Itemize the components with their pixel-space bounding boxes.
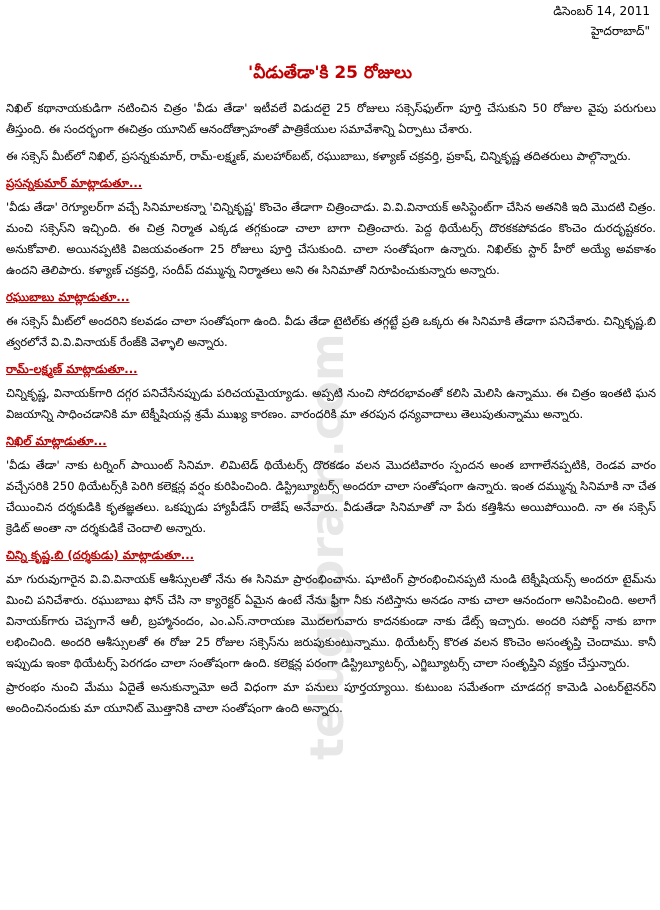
article-body	[6, 98, 656, 719]
article-title: 'వీడుతేడా'కి 25 రోజులు	[248, 63, 412, 83]
section-text-nikhil: 'వీడు తేడా' నాకు టర్నింగ్ పాయింట్ సినిమా. లిమిటెడ్ థియేటర్స్ దొరకడం వలన మొదటివారం స్పందన అంత బాగాలేనప్పటికి, రెండవ వారం వచ్చేసరికి 250 థియేటర్స్‌కి పెరిగి కలెక్షన్ల వర్షం కురిపించింది. డిస్ట్రిబ్యూటర్స్ అందరూ చాలా సంతోషంగా ఉన్నారు. ఇంత దమ్మున్న సినిమాకి నా చేత చేయించిన దర్శకుడికి కృతజ్ఞతలు. ఒకప్పుడు హ్యాపీడేస్ రాజేష్ అనేవారు. వీడుతేడా సినిమాతో నా పేరు కత్తిశీను అయిపోయింది. నా ఈ సక్సెస్ క్రెడిట్ అంతా నా దర్శకుడికే చెందాలి అన్నారు.	[6, 458, 656, 535]
intro-paragraph: నిఖిల్ కథానాయకుడిగా నటించిన చిత్రం 'వీడు తేడా' ఇటీవలే విడుదలై 25 రోజులు సక్సెస్‌ఫుల్‌గా పూర్తి చేసుకుని 50 రోజుల వైపు పరుగులు తీస్తుంది. ఈ సందర్భంగా ఈచిత్రం యూనిట్ ఆనందోత్సాహంతో పాత్రికేయుల సమావేశాన్ని ఏర్పాటు చేశారు.	[6, 101, 656, 136]
section-heading-ram-lakshman: రామ్-లక్ష్మణ్ మాట్లాడుతూ...	[6, 362, 138, 376]
watermark-text: telugubrain.com	[300, 333, 354, 760]
section-heading-nikhil: నిఖిల్ మాట్లాడుతూ...	[6, 434, 107, 448]
section-text-director: మా గురువుగారైన వి.వి.వినాయక్ ఆశీస్సులతో నేను ఈ సినిమా ప్రారంభించాను. షూటింగ్ ప్రారంభించినప్పటి నుండి టెక్నీషియన్స్ అందరూ టైమ్‌ను మించి పనిచేశారు. రఘుబాబు ఫోన్ చేసి నా క్యారెక్టర్ ఏమైన ఉంటే నేను ఫ్రీగా నీకు నటిస్తాను అనడం నాకు చాలా ఆనందంగా అనిపించింది. అలాగే వినాయక్‌గారు చెప్పగానే ఆలీ, బ్రహ్మానందం, ఎం.ఎస్.నారాయణ మొదలగువారు కాదనకుండా నాకు డేట్స్ ఇచ్చారు. అందరి సపోర్ట్ నాకు బాగా లభించింది. అందరి ఆశీస్సులతో ఈ రోజు 25 రోజుల సక్సెస్‌ను జరుపుకుంటున్నాము. థియేటర్స్ కొరత వలన కొంచెం అసంతృప్తి చెందాము. కానీ ఇప్పుడు ఇంకా థియేటర్స్ పెరగడం చాలా సంతోషంగా ఉంది. కలెక్షన్ల పరంగా డిస్ట్రిబ్యూటర్స్, ఎగ్జిబ్యూటర్స్ చాలా సంతృప్తిని వ్యక్తం చేస్తున్నారు.	[6, 572, 656, 670]
intro-attendees: ఈ సక్సెస్ మీట్‌లో నిఖిల్, ప్రసన్నకుమార్, రామ్-లక్ష్మణ్, మలహార్‌బట్, రఘుబాబు, కళ్యాణ్ చక్రవర్తి, ప్రకాష్, చిన్నికృష్ణ తదితరులు పాల్గొన్నారు.	[6, 149, 631, 163]
article-date: డిసెంబర్ 14, 2011	[553, 4, 650, 18]
section-text-prasanna: 'వీడు తేడా' రెగ్యూలర్‌గా వచ్చే సినిమాలకన్నా 'చిన్నికృష్ణ' కొంచెం తేడాగా చిత్రించాడు. వి.వి.వినాయక్ అసిస్టెంట్‌గా చేసిన అతనికి ఇది మొదటి చిత్రం. మంచి సక్సెస్‌ని ఇచ్చింది. ఈ చిత్ర నిర్మాత ఎక్కడ తగ్గకుండా చాలా బాగా చిత్రించారు. పెద్ద థియేటర్స్ దొరకకపోవడం కొంచెం దురదృష్టకరం. అనుకోవాలి. అయినప్పటికి విజయవంతంగా 25 రోజులు పూర్తి చేసుకుంది. చాలా సంతోషంగా ఉన్నారు. నిఖిల్‌కు స్టార్ హీరో అయ్యే అవకాశం ఉందని తెలిపారు. కళ్యాణ్ చక్రవర్తి, సందీప్ దమ్మున్న నిర్మాతలు అని ఈ సినిమాతో నిరూపించుకున్నారు అన్నారు.	[6, 200, 656, 277]
section-heading-director: చిన్ని కృష్ణ.బి (దర్శకుడు) మాట్లాడుతూ...	[6, 548, 195, 562]
section-heading-raghubabu: రఘుబాబు మాట్లాడుతూ...	[6, 290, 130, 304]
article-place: హైదరాబాద్"	[591, 24, 650, 38]
section-text-raghubabu: ఈ సక్సెస్ మీట్‌లో అందరిని కలవడం చాలా సంతోషంగా ఉంది. వీడు తేడా టైటిల్‌కు తగ్గట్టే ప్రతి ఒక్కరు ఈ సినిమాకి తేడాగా పనిచేశారు. చిన్నికృష్ణ.బి త్వరలోనే వి.వి.వినాయక్ రేంజ్‌కి వెళ్ళాలి అన్నారు.	[6, 314, 656, 349]
section-heading-prasanna: ప్రసన్నకుమార్ మాట్లాడుతూ...	[6, 176, 143, 190]
section-text-ram-lakshman: చిన్నికృష్ణ, వినాయక్‌గారి దగ్గర పనిచేసేనప్పుడు పరిచయమైయ్యాడు. అప్పటి నుంచి సోదరభావంతో కలిసి మెలిసి ఉన్నాము. ఈ చిత్రం ఇంతటి ఘన విజయాన్ని సాధించడానికి మా టెక్నీషియన్ల శ్రమే ముఖ్య కారణం. వారందరికి మా తరపున ధన్యవాదాలు తెలుపుతున్నాము అన్నారు.	[6, 386, 656, 421]
section-text-director-closing: ప్రారంభం నుంచి మేము ఏదైతే అనుకున్నామో అదే విధంగా మా పనులు పూర్తయ్యాయి. కుటుంబ సమేతంగా చూడదగ్గ కామెడి ఎంటర్‌టైనర్‌ని అందించినందుకు మా యూనిట్ మొత్తానికి చాలా సంతోషంగా ఉంది అన్నారు.	[6, 680, 656, 715]
